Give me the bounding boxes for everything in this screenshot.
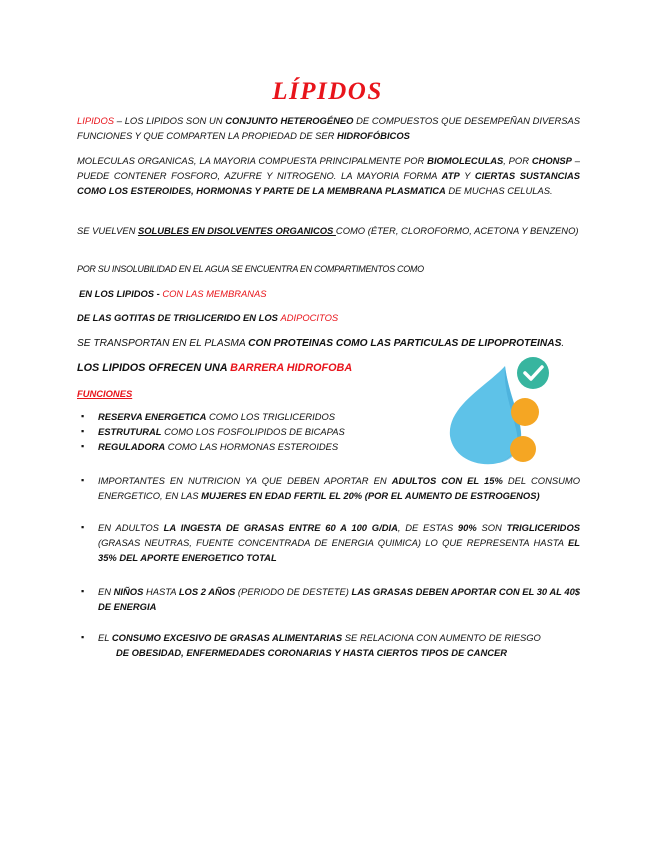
note-fat-intake: EN ADULTOS LA INGESTA DE GRASAS ENTRE 60 A 100 G/DIA, DE ESTAS 90% SON TRIGLICERIDOS (GRASAS NEUTRAS, FUENTE CONCENTRADA DE ENERGIA QUIMICA) LO QUE REPRESENTA HASTA EL 35% DEL APORTE ENERGETICO TOTAL (98, 522, 581, 563)
bullet-marker: ▪ (81, 586, 85, 596)
check-badge-icon (517, 357, 549, 389)
orange-dot-icon (510, 436, 536, 462)
water-drop-illustration (447, 356, 557, 466)
function-item: REGULADORA COMO LAS HORMONAS ESTEROIDES (98, 441, 339, 452)
orange-dot-icon (511, 398, 539, 426)
page-title: LÍPIDOS (272, 78, 383, 105)
in-lipids-line: EN LOS LIPIDOS - CON LAS MEMBRANAS (79, 288, 267, 299)
bullet-marker: ▪ (81, 411, 85, 421)
function-item: RESERVA ENERGETICA COMO LOS TRIGLICERIDOS (98, 411, 336, 422)
insolubility-line: POR SU INSOLUBILIDAD EN EL AGUA SE ENCUENTRA EN COMPARTIMENTOS COMO (77, 264, 424, 274)
solubility-paragraph: SE VUELVEN SOLUBLES EN DISOLVENTES ORGANICOS COMO (ÉTER, CLOROFORMO, ACETONA Y BENZENO) (77, 225, 579, 236)
bullet-marker: ▪ (81, 426, 85, 436)
transport-line: SE TRANSPORTAN EN EL PLASMA CON PROTEINAS COMO LAS PARTICULAS DE LIPOPROTEINAS. (77, 338, 565, 349)
barrier-line: LOS LIPIDOS OFRECEN UNA BARRERA HIDROFOBA (77, 362, 353, 374)
functions-heading: FUNCIONES (77, 388, 133, 399)
note-children: EN NIÑOS HASTA LOS 2 AÑOS (PERIODO DE DESTETE) LAS GRASAS DEBEN APORTAR CON EL 30 AL 40$ DE ENERGIA (98, 586, 581, 612)
function-item: ESTRUTURAL COMO LOS FOSFOLIPIDOS DE BICAPAS (98, 426, 345, 437)
intro-paragraph: LIPIDOS – LOS LIPIDOS SON UN CONJUNTO HETEROGÉNEO DE COMPUESTOS QUE DESEMPEÑAN DIVERSAS FUNCIONES Y QUE COMPARTEN LA PROPIEDAD DE SER HIDROFÓBICOS (77, 115, 580, 141)
bullet-marker: ▪ (81, 632, 85, 642)
note-adults-percent: IMPORTANTES EN NUTRICION YA QUE DEBEN APORTAR EN ADULTOS CON EL 15% DEL CONSUMO ENERGETICO, EN LAS MUJERES EN EDAD FERTIL EL 20% (POR EL AUMENTO DE ESTROGENOS) (98, 475, 580, 501)
bullet-marker: ▪ (81, 441, 85, 451)
note-excess-consumption: EL CONSUMO EXCESIVO DE GRASAS ALIMENTARIAS SE RELACIONA CON AUMENTO DE RIESGO DE OBESIDAD, ENFERMEDADES CORONARIAS Y HASTA CIERTOS TIPOS DE CANCER (98, 632, 541, 658)
droplets-line: DE LAS GOTITAS DE TRIGLICERIDO EN LOS ADIPOCITOS (77, 312, 339, 323)
bullet-marker: ▪ (81, 522, 85, 532)
molecules-paragraph: MOLECULAS ORGANICAS, LA MAYORIA COMPUESTA PRINCIPALMENTE POR BIOMOLECULAS, POR CHONSP – PUEDE CONTENER FOSFORO, AZUFRE Y NITROGENO. LA MAYORIA FORMA ATP Y CIERTAS SUSTANCIAS COMO LOS ESTEROIDES, HORMONAS Y PARTE DE LA MEMBRANA PLASMATICA DE MUCHAS CELULAS. (77, 155, 581, 196)
intro-term: LIPIDOS (77, 115, 114, 126)
bullet-marker: ▪ (81, 475, 85, 485)
